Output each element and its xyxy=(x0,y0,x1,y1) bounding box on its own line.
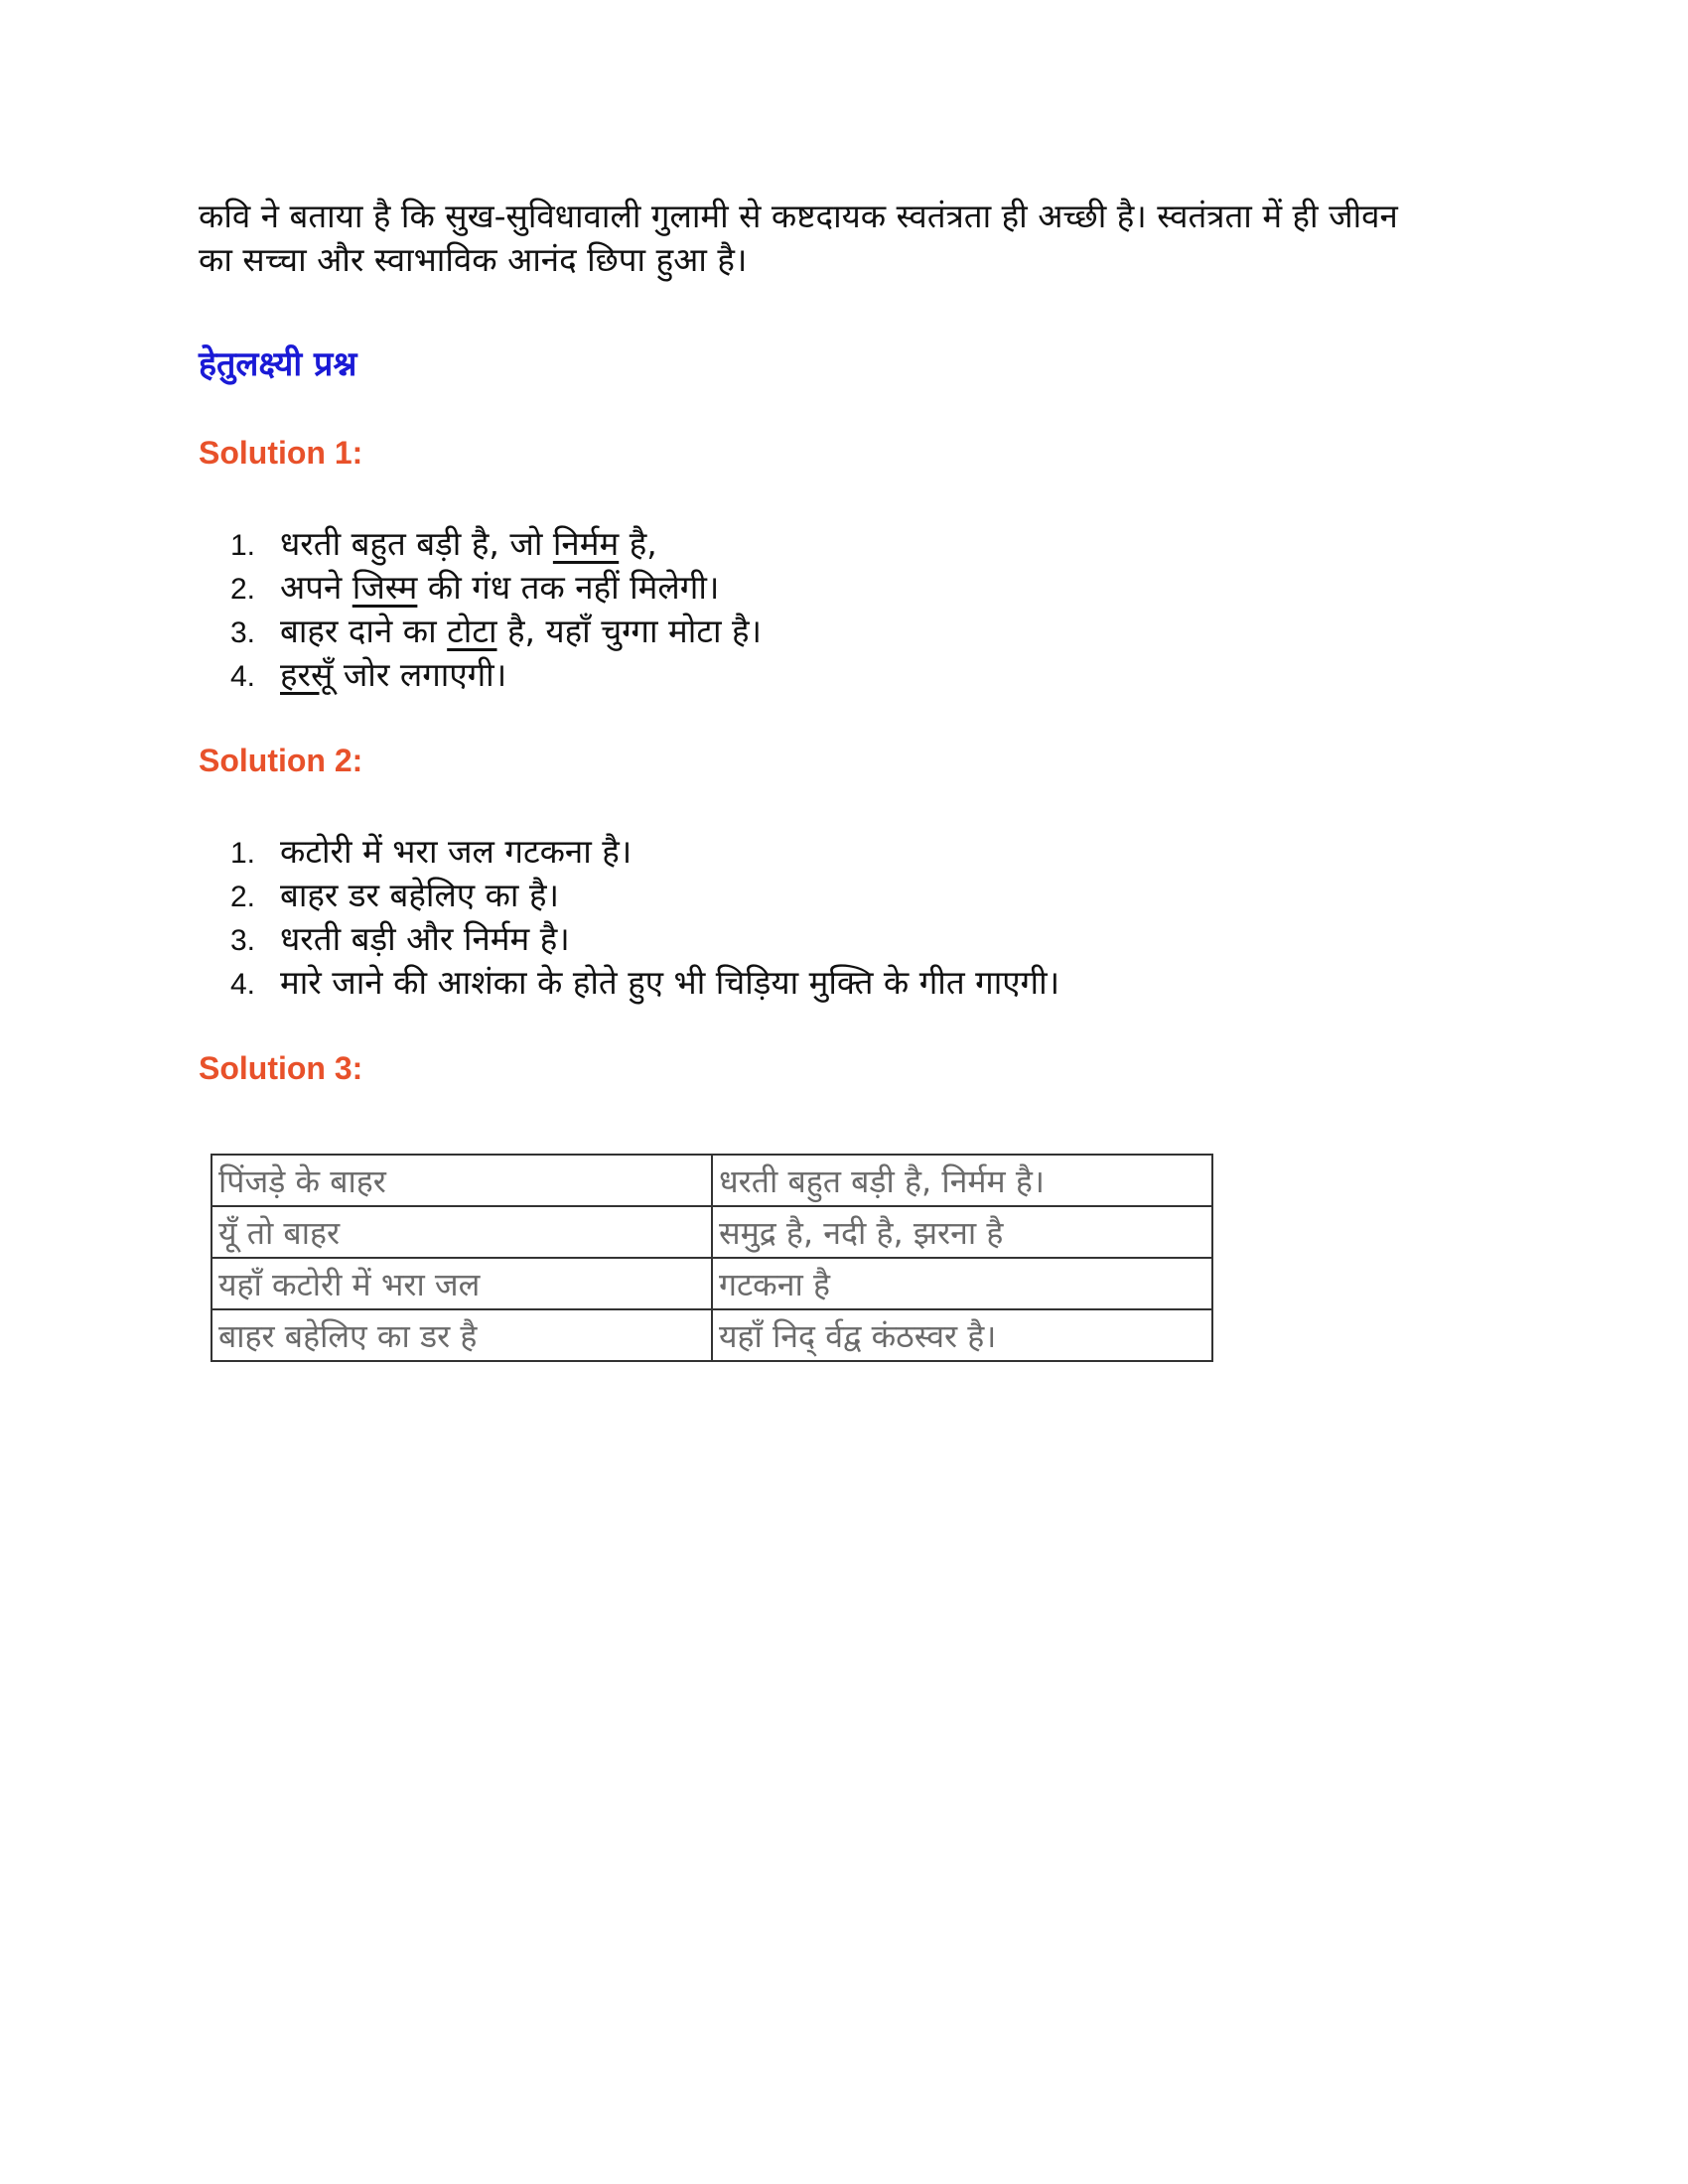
intro-line-1: कवि ने बताया है कि सुख-सुविधावाली गुलामी से कष्टदायक स्वतंत्रता ही अच्छी है। स्वतंत्रता में ही जीवन xyxy=(199,197,1398,235)
table-row xyxy=(211,1258,1212,1309)
solution-3-table xyxy=(211,1154,1213,1362)
solution-2-title: Solution 2: xyxy=(199,743,363,778)
list-item: 1. कटोरी में भरा जल गटकना है। xyxy=(230,832,633,871)
underlined-word: हरसूँ xyxy=(280,655,334,694)
list-item: 3. बाहर दाने का टोटा है, यहाँ चुग्गा मोटा है। xyxy=(230,612,763,650)
table-row xyxy=(211,1155,1212,1206)
intro-paragraph xyxy=(199,195,1489,282)
list-item: 1. धरती बहुत बड़ी है, जो निर्मम है, xyxy=(230,524,657,563)
underlined-word: निर्मम xyxy=(552,524,620,563)
table-cell: पिंजड़े के बाहर xyxy=(211,1155,712,1206)
table-cell: समुद्र है, नदी है, झरना है xyxy=(712,1206,1212,1258)
underlined-word: टोटा xyxy=(447,612,497,650)
document-page xyxy=(199,195,1489,1355)
solution-2-list xyxy=(230,830,1059,1005)
table-cell: गटकना है xyxy=(712,1258,1212,1309)
table-cell: यहाँ निद् र्वद्व कंठस्वर है। xyxy=(712,1309,1212,1361)
solution-3-table-wrap xyxy=(211,1154,1213,1362)
table-cell: यूँ तो बाहर xyxy=(211,1206,712,1258)
table-row xyxy=(211,1309,1212,1361)
underlined-word: जिस्म xyxy=(352,568,418,607)
section-heading: हेतुलक्ष्यी प्रश्न xyxy=(199,344,357,384)
solution-3-title: Solution 3: xyxy=(199,1050,363,1086)
table-cell: बाहर बहेलिए का डर है xyxy=(211,1309,712,1361)
table-cell: धरती बहुत बड़ी है, निर्मम है। xyxy=(712,1155,1212,1206)
list-item: 3. धरती बड़ी और निर्मम है। xyxy=(230,919,570,958)
list-item: 4. हरसूँ जोर लगाएगी। xyxy=(230,655,507,694)
intro-line-2: का सच्चा और स्वाभाविक आनंद छिपा हुआ है। xyxy=(199,240,748,279)
list-item: 4. मारे जाने की आशंका के होते हुए भी चिड़िया मुक्ति के गीत गाएगी। xyxy=(230,963,1060,1002)
table-cell: यहाँ कटोरी में भरा जल xyxy=(211,1258,712,1309)
table-row xyxy=(211,1206,1212,1258)
list-item: 2. बाहर डर बहेलिए का है। xyxy=(230,876,559,914)
solution-1-list xyxy=(230,522,762,697)
solution-1-title: Solution 1: xyxy=(199,435,363,471)
list-item: 2. अपने जिस्म की गंध तक नहीं मिलेगी। xyxy=(230,568,720,607)
